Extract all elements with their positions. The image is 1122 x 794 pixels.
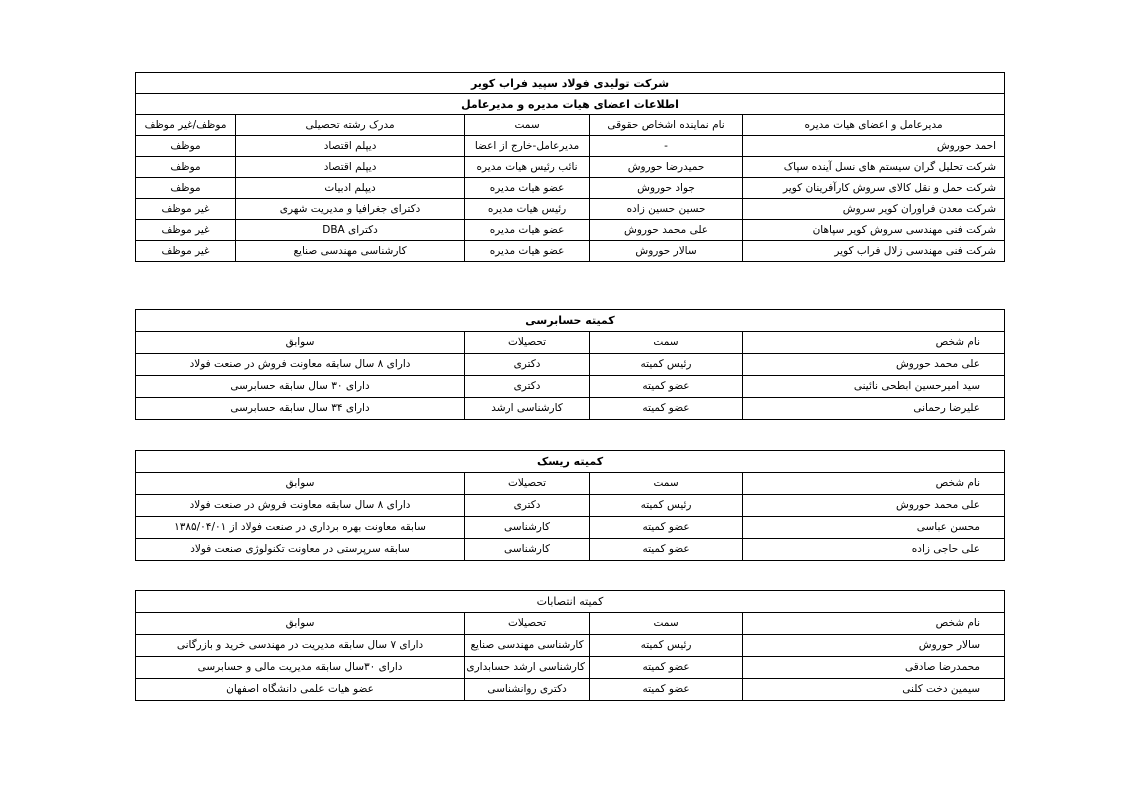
executive-status: موظف [136, 157, 236, 178]
person-name: علیرضا رحمانی [743, 398, 1005, 420]
table-row [136, 517, 1005, 539]
audit-header-row [136, 332, 1005, 354]
education: دکتری [465, 354, 590, 376]
audit-committee-table [135, 309, 1005, 420]
board-table [135, 72, 1005, 262]
position: رئیس کمیته [590, 635, 743, 657]
header-cell: سمت [465, 115, 590, 136]
table-row [136, 136, 1005, 157]
table-row [136, 679, 1005, 701]
header-cell: مدرک رشته تحصیلی [236, 115, 465, 136]
table-row [136, 398, 1005, 420]
person-name: محمدرضا صادقی [743, 657, 1005, 679]
executive-status: غیر موظف [136, 199, 236, 220]
representative-name: سالار حوروش [590, 241, 743, 262]
person-name: سیمین دخت کلنی [743, 679, 1005, 701]
experience: دارای ۳۰ سال سابقه حسابرسی [136, 376, 465, 398]
person-name: سید امیرحسین ابطحی نائینی [743, 376, 1005, 398]
table-row [136, 199, 1005, 220]
representative-name: - [590, 136, 743, 157]
education: دکترای جغرافیا و مدیریت شهری [236, 199, 465, 220]
position: عضو کمیته [590, 657, 743, 679]
executive-status: غیر موظف [136, 241, 236, 262]
representative-name: حمیدرضا حوروش [590, 157, 743, 178]
education: دیپلم اقتصاد [236, 136, 465, 157]
person-name: علی محمد حوروش [743, 354, 1005, 376]
board-member-name: شرکت حمل و نقل کالای سروش کارآفرینان کویر [743, 178, 1005, 199]
header-cell: نام نماینده اشخاص حقوقی [590, 115, 743, 136]
education: دکتری [465, 376, 590, 398]
appointments-header-row [136, 613, 1005, 635]
header-cell: سوابق [136, 473, 465, 495]
header-cell: تحصیلات [465, 332, 590, 354]
experience: عضو هیات علمی دانشگاه اصفهان [136, 679, 465, 701]
board-member-name: شرکت معدن فراوران کویر سروش [743, 199, 1005, 220]
experience: سابقه سرپرستی در معاونت تکنولوژی صنعت فولاد [136, 539, 465, 561]
table-row [136, 495, 1005, 517]
position: عضو هیات مدیره [465, 220, 590, 241]
person-name: علی حاجی زاده [743, 539, 1005, 561]
header-cell: نام شخص [743, 473, 1005, 495]
experience: دارای ۸ سال سابقه معاونت فروش در صنعت فولاد [136, 495, 465, 517]
executive-status: موظف [136, 178, 236, 199]
appointments-committee-title: کمیته انتصابات [136, 591, 1005, 613]
person-name: محسن عباسی [743, 517, 1005, 539]
board-member-name: شرکت تحلیل گران سیستم های نسل آینده سپاک [743, 157, 1005, 178]
education: کارشناسی مهندسی صنایع [236, 241, 465, 262]
header-cell: تحصیلات [465, 473, 590, 495]
table-row [136, 157, 1005, 178]
table-row [136, 241, 1005, 262]
experience: دارای ۳۰سال سابقه مدیریت مالی و حسابرسی [136, 657, 465, 679]
table-row [136, 635, 1005, 657]
header-cell: مدیرعامل و اعضای هیات مدیره [743, 115, 1005, 136]
experience: سابقه معاونت بهره برداری در صنعت فولاد از ۱۳۸۵/۰۴/۰۱ [136, 517, 465, 539]
education: کارشناسی ارشد حسابداری [465, 657, 590, 679]
education: کارشناسی [465, 517, 590, 539]
position: عضو کمیته [590, 679, 743, 701]
risk-committee-title: کمیته ریسک [136, 451, 1005, 473]
company-title: شرکت تولیدی فولاد سپید فراب کویر [136, 73, 1005, 94]
person-name: علی محمد حوروش [743, 495, 1005, 517]
representative-name: علی محمد حوروش [590, 220, 743, 241]
header-cell: سوابق [136, 332, 465, 354]
education: کارشناسی مهندسی صنایع [465, 635, 590, 657]
table-row [136, 539, 1005, 561]
position: رئیس کمیته [590, 495, 743, 517]
experience: دارای ۳۴ سال سابقه حسابرسی [136, 398, 465, 420]
header-cell: نام شخص [743, 613, 1005, 635]
table-row [136, 354, 1005, 376]
position: عضو کمیته [590, 376, 743, 398]
executive-status: غیر موظف [136, 220, 236, 241]
header-cell: نام شخص [743, 332, 1005, 354]
position: رئیس کمیته [590, 354, 743, 376]
position: عضو هیات مدیره [465, 241, 590, 262]
board-header-row [136, 115, 1005, 136]
position: عضو هیات مدیره [465, 178, 590, 199]
education: دکتری روانشناسی [465, 679, 590, 701]
position: رئیس هیات مدیره [465, 199, 590, 220]
education: دکتری [465, 495, 590, 517]
appointments-committee-table [135, 590, 1005, 701]
risk-header-row [136, 473, 1005, 495]
audit-committee-title: کمیته حسابرسی [136, 310, 1005, 332]
table-row [136, 657, 1005, 679]
board-member-name: شرکت فنی مهندسی زلال فراب کویر [743, 241, 1005, 262]
header-cell: موظف/غیر موظف [136, 115, 236, 136]
position: عضو کمیته [590, 517, 743, 539]
representative-name: جواد حوروش [590, 178, 743, 199]
person-name: سالار حوروش [743, 635, 1005, 657]
header-cell: سمت [590, 332, 743, 354]
position: عضو کمیته [590, 539, 743, 561]
executive-status: موظف [136, 136, 236, 157]
experience: دارای ۷ سال سابقه مدیریت در مهندسی خرید و بازرگانی [136, 635, 465, 657]
board-member-name: احمد حوروش [743, 136, 1005, 157]
representative-name: حسین حسین زاده [590, 199, 743, 220]
header-cell: تحصیلات [465, 613, 590, 635]
position: مدیرعامل-خارج از اعضا [465, 136, 590, 157]
education: کارشناسی ارشد [465, 398, 590, 420]
board-section-title: اطلاعات اعضای هیات مدیره و مدیرعامل [136, 94, 1005, 115]
risk-committee-table [135, 450, 1005, 561]
table-row [136, 376, 1005, 398]
position: نائب رئیس هیات مدیره [465, 157, 590, 178]
position: عضو کمیته [590, 398, 743, 420]
header-cell: سمت [590, 613, 743, 635]
header-cell: سوابق [136, 613, 465, 635]
education: دکترای DBA [236, 220, 465, 241]
education: دیپلم ادبیات [236, 178, 465, 199]
table-row [136, 178, 1005, 199]
header-cell: سمت [590, 473, 743, 495]
education: دیپلم اقتصاد [236, 157, 465, 178]
experience: دارای ۸ سال سابقه معاونت فروش در صنعت فولاد [136, 354, 465, 376]
education: کارشناسی [465, 539, 590, 561]
board-member-name: شرکت فنی مهندسی سروش کویر سپاهان [743, 220, 1005, 241]
table-row [136, 220, 1005, 241]
